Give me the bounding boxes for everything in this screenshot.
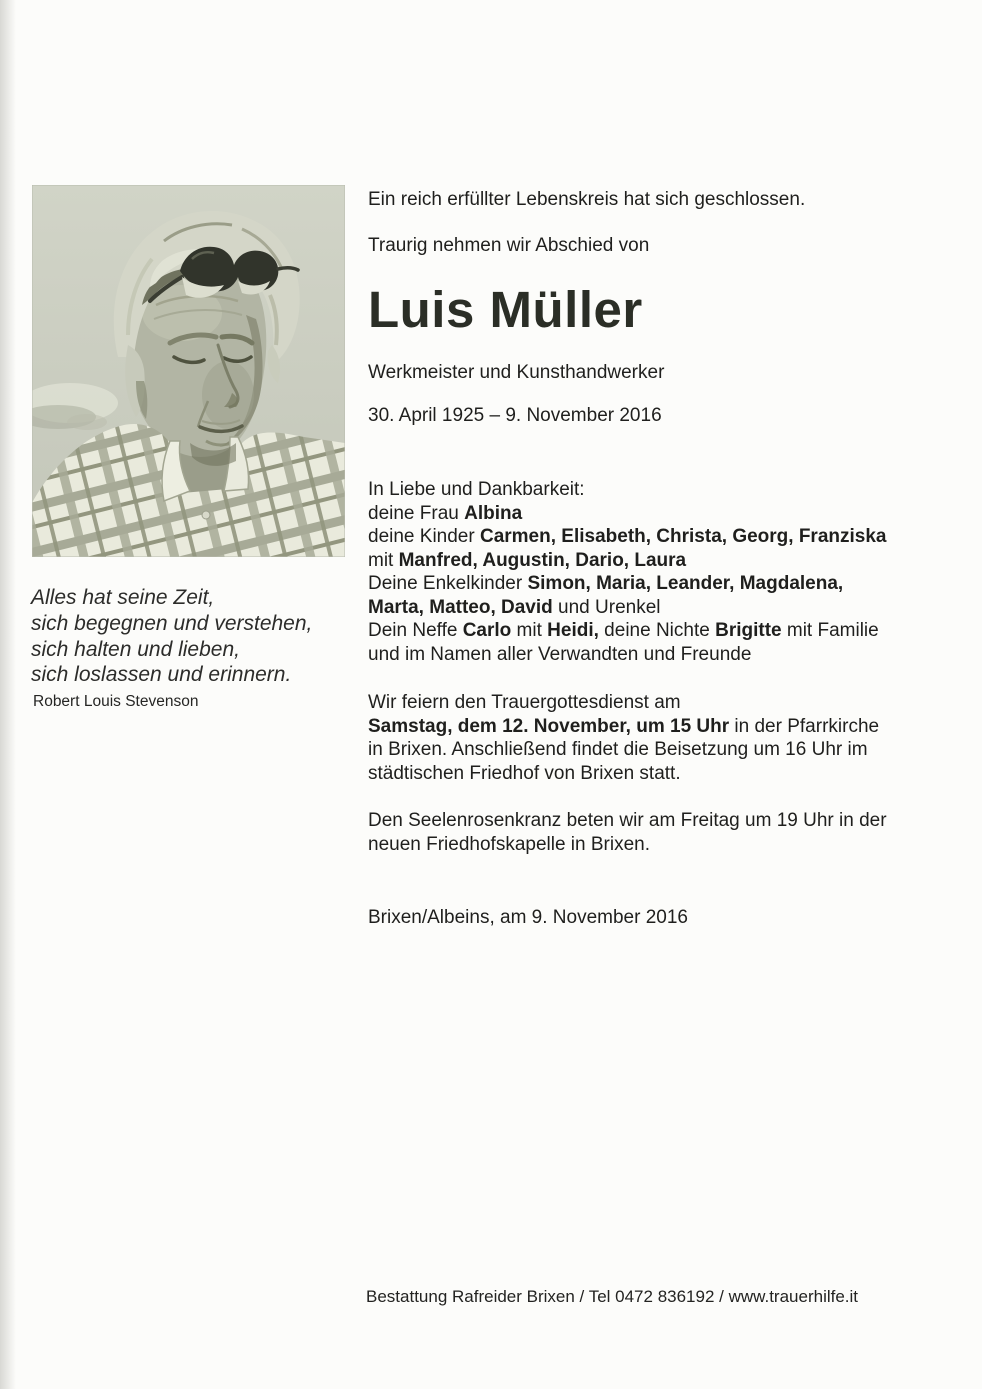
opening-line: Ein reich erfüllter Lebenskreis hat sich geschlossen. — [368, 189, 806, 210]
text-line: sich halten und lieben, — [31, 637, 240, 661]
funeral-service-block — [368, 691, 879, 785]
text-line: Deine Enkelkinder Simon, Maria, Leander, Magdalena, — [368, 573, 844, 594]
portrait-illustration — [32, 185, 345, 557]
farewell-line: Traurig nehmen wir Abschied von — [368, 235, 650, 256]
rosary-block — [368, 809, 887, 856]
text-line: deine Kinder Carmen, Elisabeth, Christa, Georg, Franziska — [368, 526, 887, 547]
quote-attribution: Robert Louis Stevenson — [33, 693, 199, 710]
life-dates: 30. April 1925 – 9. November 2016 — [368, 405, 662, 426]
text-line: Samstag, dem 12. November, um 15 Uhr in der Pfarrkirche — [368, 715, 880, 737]
text-line: und im Namen aller Verwandten und Freunde — [368, 643, 752, 665]
text-line: sich loslassen und erinnern. — [31, 663, 292, 687]
text-line: städtischen Friedhof von Brixen statt. — [368, 762, 681, 784]
profession-line: Werkmeister und Kunsthandwerker — [368, 362, 665, 383]
deceased-name: Luis Müller — [368, 281, 643, 338]
place-date-line: Brixen/Albeins, am 9. November 2016 — [368, 907, 688, 928]
text-line: Den Seelenrosenkranz beten wir am Freitag um 19 Uhr in der — [368, 810, 887, 831]
portrait-photo — [32, 185, 345, 557]
funeral-home-footer: Bestattung Rafreider Brixen / Tel 0472 836192 / www.trauerhilfe.it — [366, 1287, 859, 1306]
text-line: in Brixen. Anschließend findet die Beisetzung um 16 Uhr im — [368, 739, 868, 760]
text-line: Alles hat seine Zeit, — [31, 586, 215, 609]
text-line: mit Manfred, Augustin, Dario, Laura — [368, 549, 687, 571]
text-line: neuen Friedhofskapelle in Brixen. — [368, 833, 651, 855]
text-line: Marta, Matteo, David und Urenkel — [368, 596, 661, 618]
text-line: Wir feiern den Trauergottesdienst am — [368, 692, 681, 713]
text-line: deine Frau Albina — [368, 502, 523, 524]
text-line: sich begegnen und verstehen, — [31, 611, 313, 635]
text-line: In Liebe und Dankbarkeit: — [368, 479, 585, 500]
family-block — [368, 478, 886, 666]
scan-edge-shadow — [0, 0, 16, 1389]
memorial-quote — [31, 585, 361, 688]
text-line: Dein Neffe Carlo mit Heidi, deine Nichte Brigitte mit Familie — [368, 620, 879, 641]
